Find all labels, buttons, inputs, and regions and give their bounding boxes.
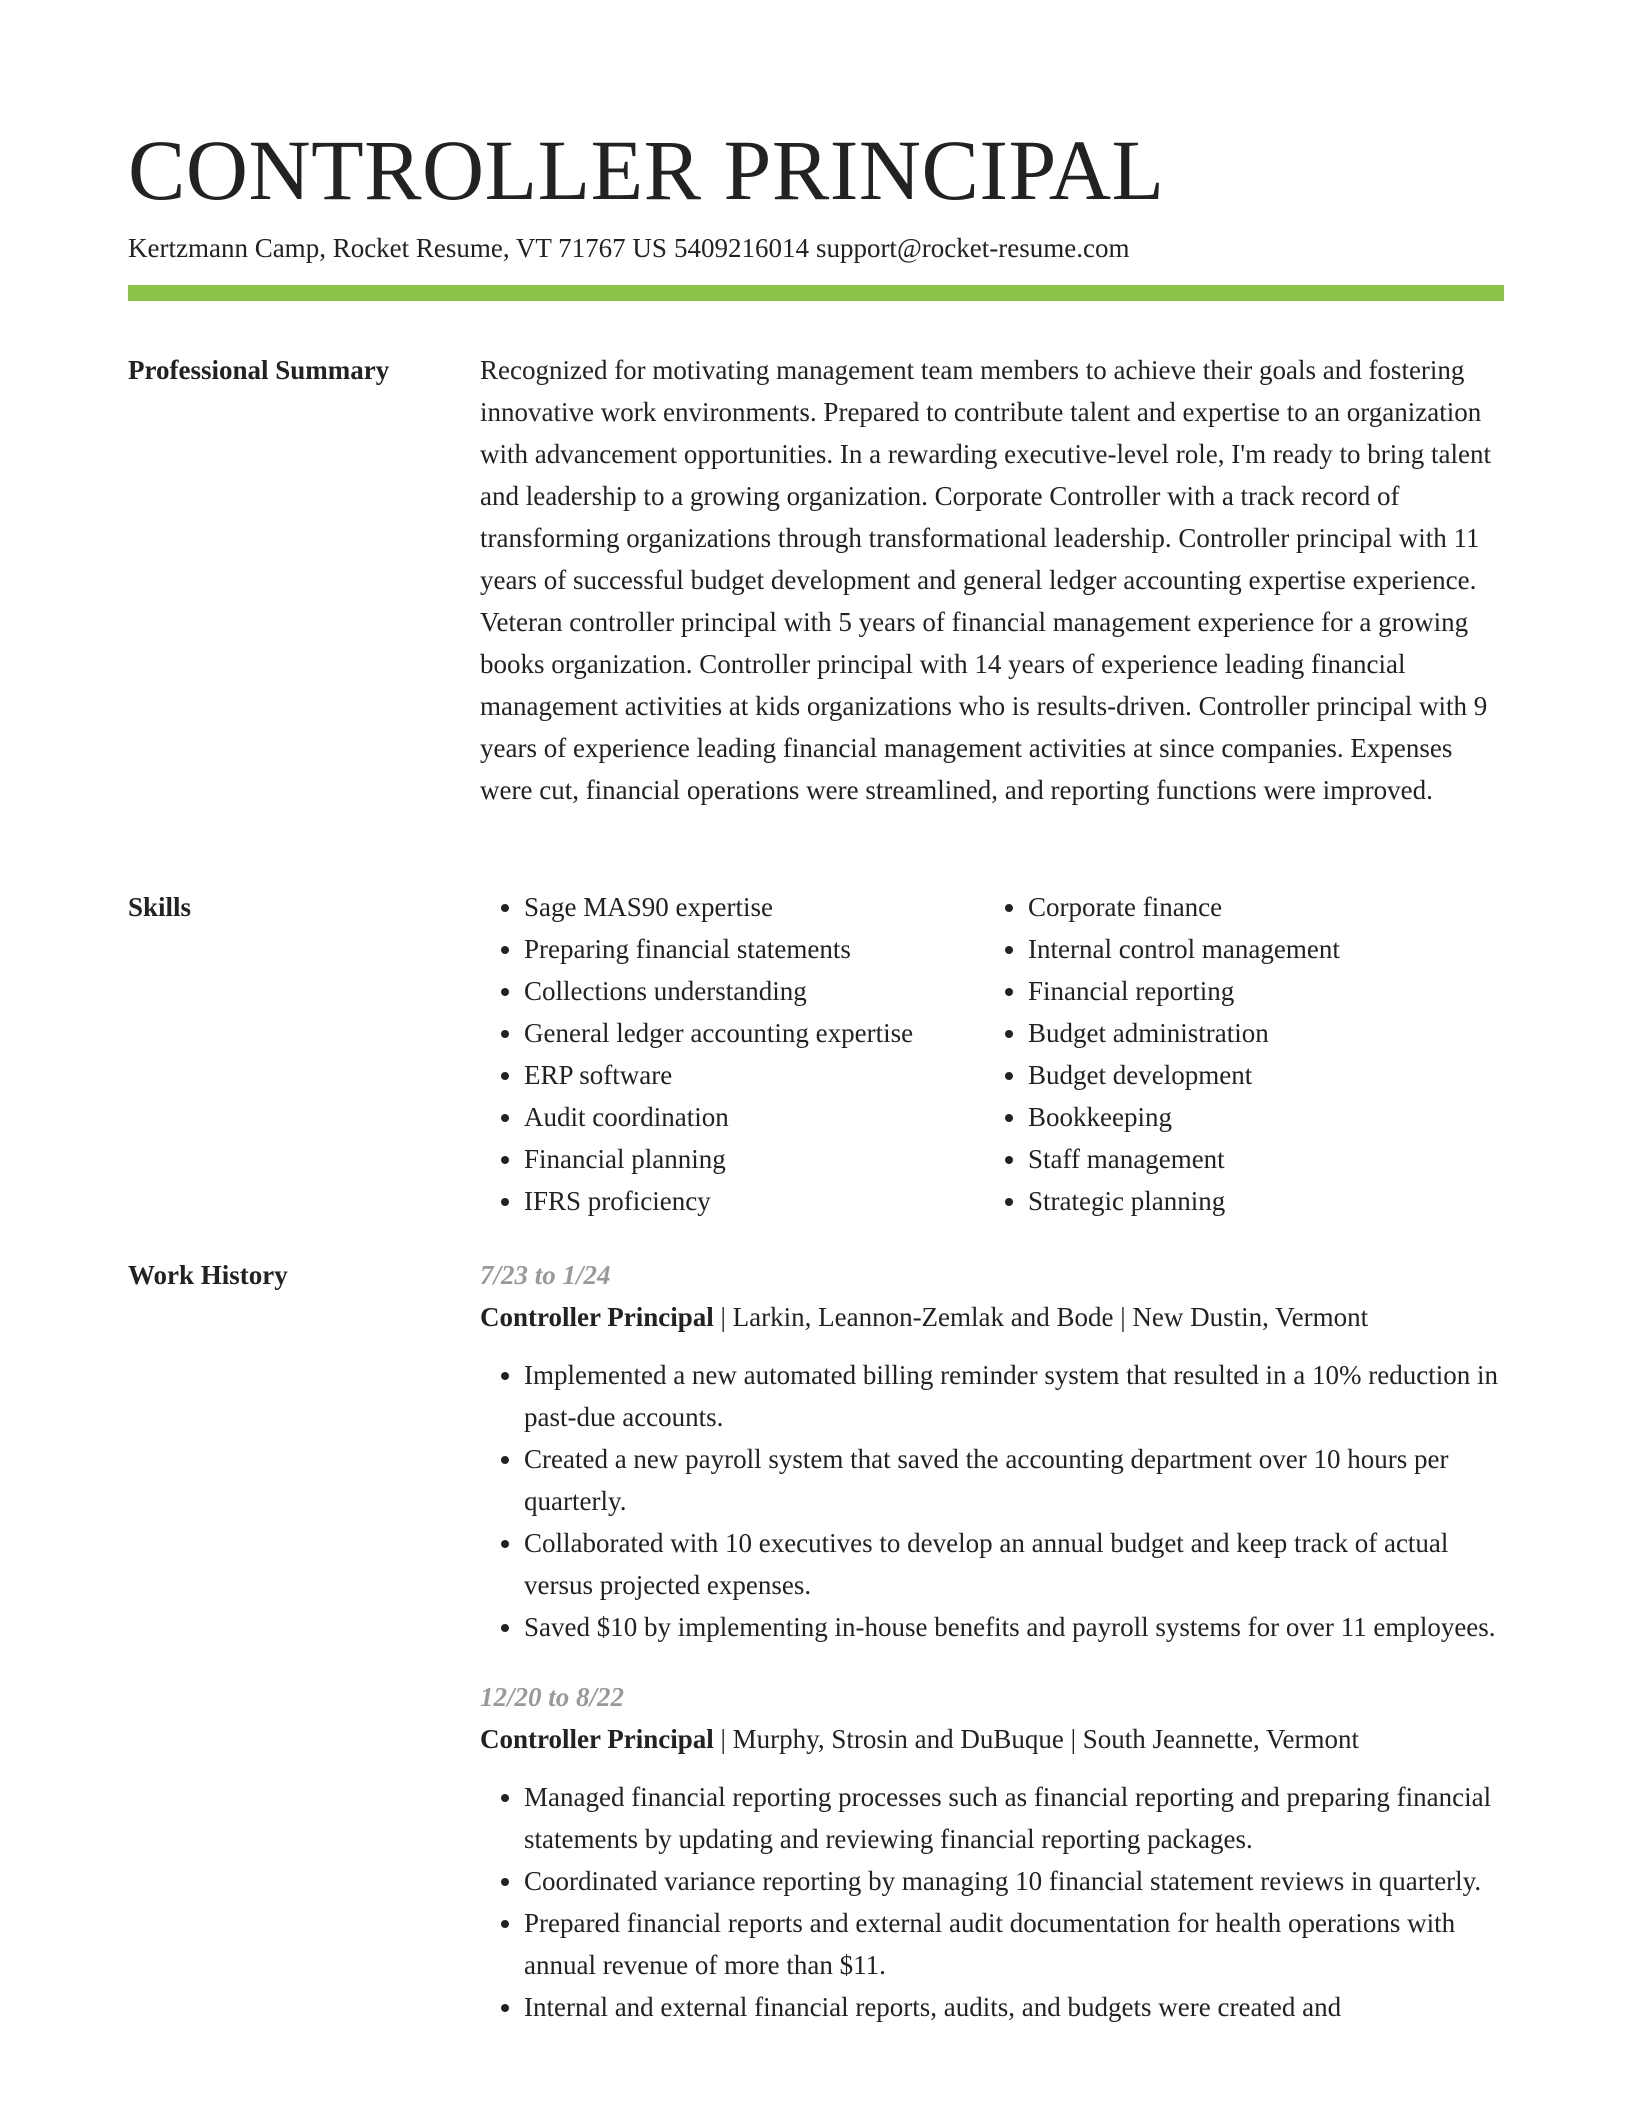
skill-item: • Financial planning bbox=[524, 1138, 984, 1180]
skill-item: • Budget development bbox=[1028, 1054, 1488, 1096]
job-bullets bbox=[480, 1354, 1504, 1648]
skill-item: • Sage MAS90 expertise bbox=[524, 886, 984, 928]
contact-email: support@rocket-resume.com bbox=[815, 233, 1130, 263]
job-bullet: • Internal and external financial reports, audits, and budgets were created and bbox=[524, 1986, 1504, 2028]
job-bullet: • Prepared financial reports and external audit documentation for health operations with annual revenue of more than $11. bbox=[524, 1902, 1504, 1986]
skill-item: • Collections understanding bbox=[524, 970, 984, 1012]
contact-phone: 5409216014 bbox=[673, 233, 809, 263]
job-bullet: • Coordinated variance reporting by managing 10 financial statement reviews in quarterly. bbox=[524, 1860, 1504, 1902]
contact-address: Kertzmann Camp, Rocket Resume, VT 71767 US bbox=[128, 233, 667, 263]
contact-line bbox=[128, 230, 1129, 266]
work-history-body bbox=[480, 1254, 1504, 2056]
job-bullet: • Managed financial reporting processes such as financial reporting and preparing financial statements by updating and reviewing financial reporting packages. bbox=[524, 1776, 1504, 1860]
job-dates: 12/20 to 8/22 bbox=[480, 1682, 625, 1712]
skills-body bbox=[480, 886, 1504, 1222]
job-bullets bbox=[480, 1776, 1504, 2028]
skill-item: • Budget administration bbox=[1028, 1012, 1488, 1054]
header-divider bbox=[128, 285, 1504, 301]
job-heading bbox=[480, 1718, 1504, 1760]
job-bullet: • Created a new payroll system that saved the accounting department over 10 hours per quarterly. bbox=[524, 1438, 1504, 1522]
skills-columns bbox=[480, 886, 1504, 1222]
skill-item: • Corporate finance bbox=[1028, 886, 1488, 928]
summary-text: Recognized for motivating management team members to achieve their goals and fostering innovative work environments. Prepared to contribute talent and expertise to an organization with advancement opportunities. In a rewarding executive-level role, I'm ready to bring talent and leadership to a growing organization. Corporate Controller with a track record of transforming organizations through transformational leadership. Controller principal with 11 years of successful budget development and general ledger accounting expertise experience. Veteran controller principal with 5 years of financial management experience for a growing books organization. Controller principal with 14 years of experience leading financial management activities at kids organizations who is results-driven. Controller principal with 9 years of experience leading financial management activities at since companies. Expenses were cut, financial operations were streamlined, and reporting functions were improved. bbox=[480, 355, 1491, 805]
skill-item: • Preparing financial statements bbox=[524, 928, 984, 970]
skill-item: • Audit coordination bbox=[524, 1096, 984, 1138]
job-entry bbox=[480, 1676, 1504, 2028]
summary-body bbox=[480, 349, 1504, 811]
job-heading bbox=[480, 1296, 1504, 1338]
job-bullet: • Saved $10 by implementing in-house benefits and payroll systems for over 11 employees. bbox=[524, 1606, 1504, 1648]
skill-item: • Financial reporting bbox=[1028, 970, 1488, 1012]
work-history-heading: Work History bbox=[128, 1260, 288, 1290]
job-bullet: • Implemented a new automated billing reminder system that resulted in a 10% reduction in past-due accounts. bbox=[524, 1354, 1504, 1438]
job-title: Controller Principal bbox=[480, 1302, 714, 1332]
summary-heading: Professional Summary bbox=[128, 355, 390, 385]
skill-item: • ERP software bbox=[524, 1054, 984, 1096]
skill-item: • Internal control management bbox=[1028, 928, 1488, 970]
skill-item: • Strategic planning bbox=[1028, 1180, 1488, 1222]
skills-list-right bbox=[984, 886, 1488, 1222]
job-details: | Larkin, Leannon-Zemlak and Bode | New Dustin, Vermont bbox=[713, 1302, 1369, 1332]
job-details: | Murphy, Strosin and DuBuque | South Jeannette, Vermont bbox=[713, 1724, 1359, 1754]
skills-list-left bbox=[480, 886, 984, 1222]
skill-item: • Staff management bbox=[1028, 1138, 1488, 1180]
job-dates: 7/23 to 1/24 bbox=[480, 1260, 611, 1290]
skill-item: • Bookkeeping bbox=[1028, 1096, 1488, 1138]
job-entry bbox=[480, 1254, 1504, 1648]
candidate-name: CONTROLLER PRINCIPAL bbox=[128, 122, 1165, 218]
job-bullet: • Collaborated with 10 executives to develop an annual budget and keep track of actual versus projected expenses. bbox=[524, 1522, 1504, 1606]
skill-item: • IFRS proficiency bbox=[524, 1180, 984, 1222]
skills-heading: Skills bbox=[128, 892, 192, 922]
job-title: Controller Principal bbox=[480, 1724, 714, 1754]
skill-item: • General ledger accounting expertise bbox=[524, 1012, 984, 1054]
